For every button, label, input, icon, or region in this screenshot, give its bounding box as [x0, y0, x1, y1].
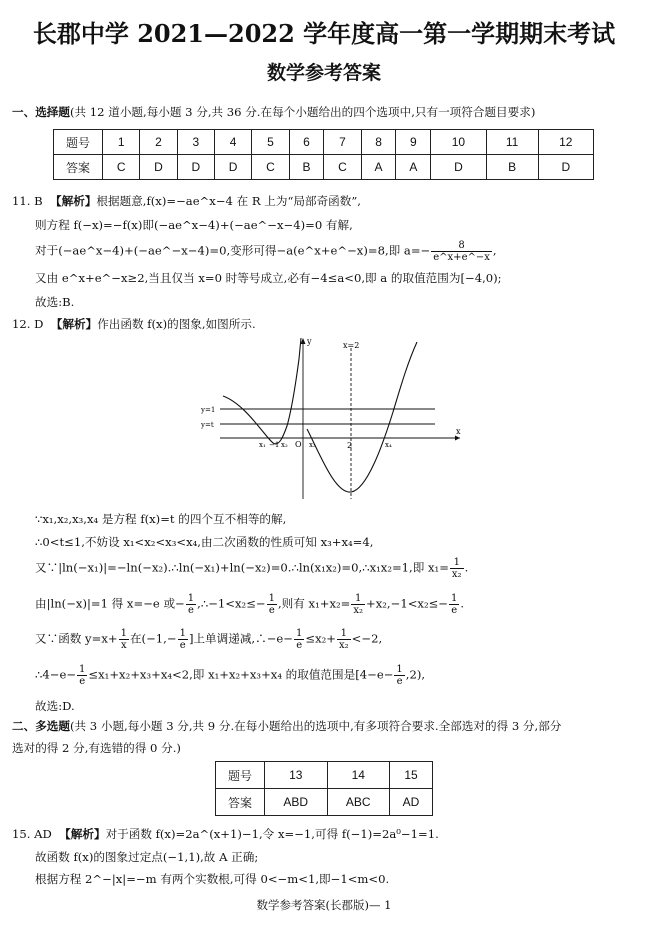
table-cell: C	[103, 155, 140, 180]
table-cell: C	[324, 155, 361, 180]
q12-line-5	[35, 593, 464, 616]
table-cell: 15	[390, 762, 433, 789]
denominator: x₂	[339, 640, 349, 651]
q12-text: 又∵|ln(−x₁)|=−ln(−x₂).∴ln(−x₁)+ln(−x₂)=0.∴ln(x₁x₂)=0,∴x₁x₂=1,即 x₁=	[35, 560, 449, 575]
section2-instructions: (共 3 小题,每小题 3 分,共 9 分.在每小题给出的选项中,有多项符合要求.全部选对的得 3 分,部分	[69, 719, 562, 733]
q12-text: +x₂,−1<x₂≤−	[366, 596, 449, 611]
q11-line-1	[12, 193, 361, 209]
section2-header	[12, 718, 561, 734]
q12-text: .	[464, 560, 469, 575]
fraction	[178, 628, 188, 651]
label-y-eq-t: y=t	[201, 421, 214, 429]
answer-table-2	[215, 761, 433, 816]
q12-text: <−2,	[351, 631, 383, 646]
q12-text: ,∴−1<x₂≤−	[197, 596, 266, 611]
denominator: x₂	[451, 569, 462, 580]
fraction	[431, 240, 492, 263]
numerator: 1	[396, 664, 403, 675]
section2-instructions-2: 选对的得 2 分,有选错的得 0 分.)	[12, 741, 181, 755]
denominator: e	[396, 676, 403, 687]
table-row-label: 答案	[54, 155, 103, 180]
x-axis-arrow	[455, 436, 460, 441]
numerator: 1	[187, 593, 195, 604]
q12-text: 又∵函数 y=x+	[35, 631, 118, 646]
q15-text: 对于函数 f(x)=2a^(x+1)−1,令 x=−1,可得 f(−1)=2a⁰−1=1.	[105, 827, 439, 841]
section1-header	[12, 104, 535, 120]
table-cell: 4	[214, 130, 251, 155]
fraction	[449, 593, 459, 616]
fraction	[294, 628, 304, 651]
q12-head: 12. D	[12, 317, 44, 331]
table-cell: 14	[327, 762, 390, 789]
fraction	[337, 628, 351, 651]
numerator: 1	[451, 593, 458, 604]
table-cell: D	[140, 155, 177, 180]
label-x-eq-2: x=2	[343, 341, 360, 350]
q12-line-8: 故选:D.	[35, 699, 75, 713]
q12-line-2: ∵x₁,x₂,x₃,x₄ 是方程 f(x)=t 的四个互不相等的解,	[35, 512, 287, 526]
q12-text: ]上单调递减,∴−e−	[188, 631, 293, 646]
numerator: 1	[351, 593, 365, 605]
q12-text: ∴4−e−	[35, 667, 77, 682]
q11-text: ,	[492, 243, 497, 258]
numerator: 1	[450, 557, 464, 569]
section1-instructions: (共 12 道小题,每小题 3 分,共 36 分.在每个小题给出的四个选项中,只有一项符合题目要求)	[69, 105, 536, 119]
label-y-axis: y	[307, 337, 312, 346]
q15-line-2: 故函数 f(x)的图象过定点(−1,1),故 A 正确;	[35, 850, 259, 864]
denominator: e	[268, 605, 275, 616]
function-graph	[195, 334, 470, 504]
fraction	[186, 593, 196, 616]
q12-text: .	[460, 596, 465, 611]
curve-left	[223, 338, 301, 444]
table-cell: 10	[431, 130, 486, 155]
table-cell: 5	[252, 130, 289, 155]
denominator: e	[179, 640, 186, 651]
q15-head: 15. AD	[12, 827, 52, 841]
fraction	[351, 593, 365, 616]
table-cell: 3	[177, 130, 214, 155]
table-cell: B	[289, 155, 324, 180]
q11-line-4: 又由 e^x+e^−x≥2,当且仅当 x=0 时等号成立,必有−4≤a<0,即 a 的取值范围为[−4,0);	[35, 271, 502, 285]
q12-text: 由|ln(−x)|=1 得 x=−e 或−	[35, 596, 185, 611]
q11-text: 根据题意,f(x)=−ae^x−4 在 R 上为“局部奇函数”,	[96, 194, 361, 208]
q12-text: ,则有 x₁+x₂=	[278, 596, 351, 611]
numerator: 1	[120, 628, 127, 639]
q15-line-1	[12, 826, 439, 842]
q12-line-4	[35, 557, 468, 580]
table-cell: 12	[538, 130, 593, 155]
label-x2: x₂	[281, 441, 288, 449]
table-cell: 13	[265, 762, 328, 789]
label-neg1: −1	[269, 441, 280, 449]
numerator: 8	[431, 240, 492, 252]
label-x3: x₃	[309, 441, 316, 449]
denominator: e^x+e^−x	[433, 252, 490, 263]
table-row-numbers	[54, 130, 594, 155]
table-cell: C	[252, 155, 289, 180]
q11-head: 11. B	[12, 194, 43, 208]
section1-heading: 一、选择题	[12, 105, 70, 119]
fraction	[119, 628, 129, 651]
label-x1: x₁	[259, 441, 266, 449]
table-cell: 7	[324, 130, 361, 155]
table-cell: D	[538, 155, 593, 180]
q12-text: ≤x₁+x₂+x₃+x₄<2,即 x₁+x₂+x₃+x₄ 的取值范围是[4−e−	[88, 667, 394, 682]
table-cell: ABD	[265, 789, 328, 816]
table-cell: D	[177, 155, 214, 180]
q11-tag: 【解析】	[50, 194, 97, 208]
table-cell: A	[396, 155, 431, 180]
q11-text: 对于(−ae^x−4)+(−ae^−x−4)=0,变形可得−a(e^x+e^−x)=8,即 a=−	[35, 243, 431, 258]
denominator: e	[296, 640, 303, 651]
label-x-axis: x	[456, 427, 461, 436]
q11-line-2: 则方程 f(−x)=−f(x)即(−ae^x−4)+(−ae^−x−4)=0 有解,	[35, 218, 353, 232]
numerator: 1	[179, 628, 186, 639]
table-row-answers	[216, 789, 433, 816]
fraction	[394, 664, 404, 687]
table-row-label: 题号	[216, 762, 265, 789]
numerator: 1	[296, 628, 303, 639]
table-cell: A	[361, 155, 396, 180]
q12-text: 作出函数 f(x)的图象,如图所示.	[97, 317, 256, 331]
q15-line-3: 根据方程 2^−|x|=−m 有两个实数根,可得 0<−m<1,即−1<m<0.	[35, 872, 390, 886]
label-two: 2	[347, 441, 353, 450]
q15-tag: 【解析】	[59, 827, 106, 841]
label-y-eq-1: y=1	[201, 406, 216, 414]
q11-line-3	[35, 240, 497, 263]
table-cell: 9	[396, 130, 431, 155]
label-x4: x₄	[385, 441, 392, 449]
numerator: 1	[268, 593, 275, 604]
q11-line-5: 故选:B.	[35, 295, 75, 309]
table-row-label: 题号	[54, 130, 103, 155]
numerator: 1	[337, 628, 351, 640]
numerator: 1	[79, 664, 86, 675]
table-cell: D	[431, 155, 486, 180]
page-footer: 数学参考答案(长郡版)— 1	[256, 898, 392, 912]
answer-table-1	[53, 129, 594, 180]
denominator: x	[120, 640, 127, 651]
denominator: x₂	[353, 605, 364, 616]
table-row-numbers	[216, 762, 433, 789]
table-cell: 2	[140, 130, 177, 155]
page-title: 长郡中学 2021—2022 学年度高一第一学期期末考试	[32, 19, 616, 48]
fraction	[450, 557, 464, 580]
table-cell: 8	[361, 130, 396, 155]
q12-text: ≤x₂+	[305, 631, 336, 646]
q12-line-1	[12, 316, 256, 332]
table-cell: AD	[390, 789, 433, 816]
q12-line-6	[35, 628, 382, 651]
label-origin: O	[295, 440, 302, 449]
q12-line-3: ∴0<t≤1,不妨设 x₁<x₂<x₃<x₄,由二次函数的性质可知 x₃+x₄=4,	[35, 535, 374, 549]
table-cell: 6	[289, 130, 324, 155]
fraction	[77, 664, 87, 687]
table-cell: B	[486, 155, 538, 180]
denominator: e	[451, 605, 458, 616]
q12-line-7	[35, 664, 425, 687]
section2-heading: 二、多选题	[12, 719, 70, 733]
table-row-answers	[54, 155, 594, 180]
table-row-label: 答案	[216, 789, 265, 816]
table-cell: ABC	[327, 789, 390, 816]
table-cell: D	[214, 155, 251, 180]
denominator: e	[187, 605, 194, 616]
fraction	[267, 593, 277, 616]
q12-text: 在(−1,−	[129, 631, 177, 646]
q12-tag: 【解析】	[50, 317, 98, 331]
denominator: e	[79, 676, 86, 687]
q12-text: ,2),	[405, 667, 426, 682]
curve-right	[307, 342, 417, 492]
table-cell: 1	[103, 130, 140, 155]
table-cell: 11	[486, 130, 538, 155]
page-subtitle: 数学参考答案	[266, 62, 381, 84]
